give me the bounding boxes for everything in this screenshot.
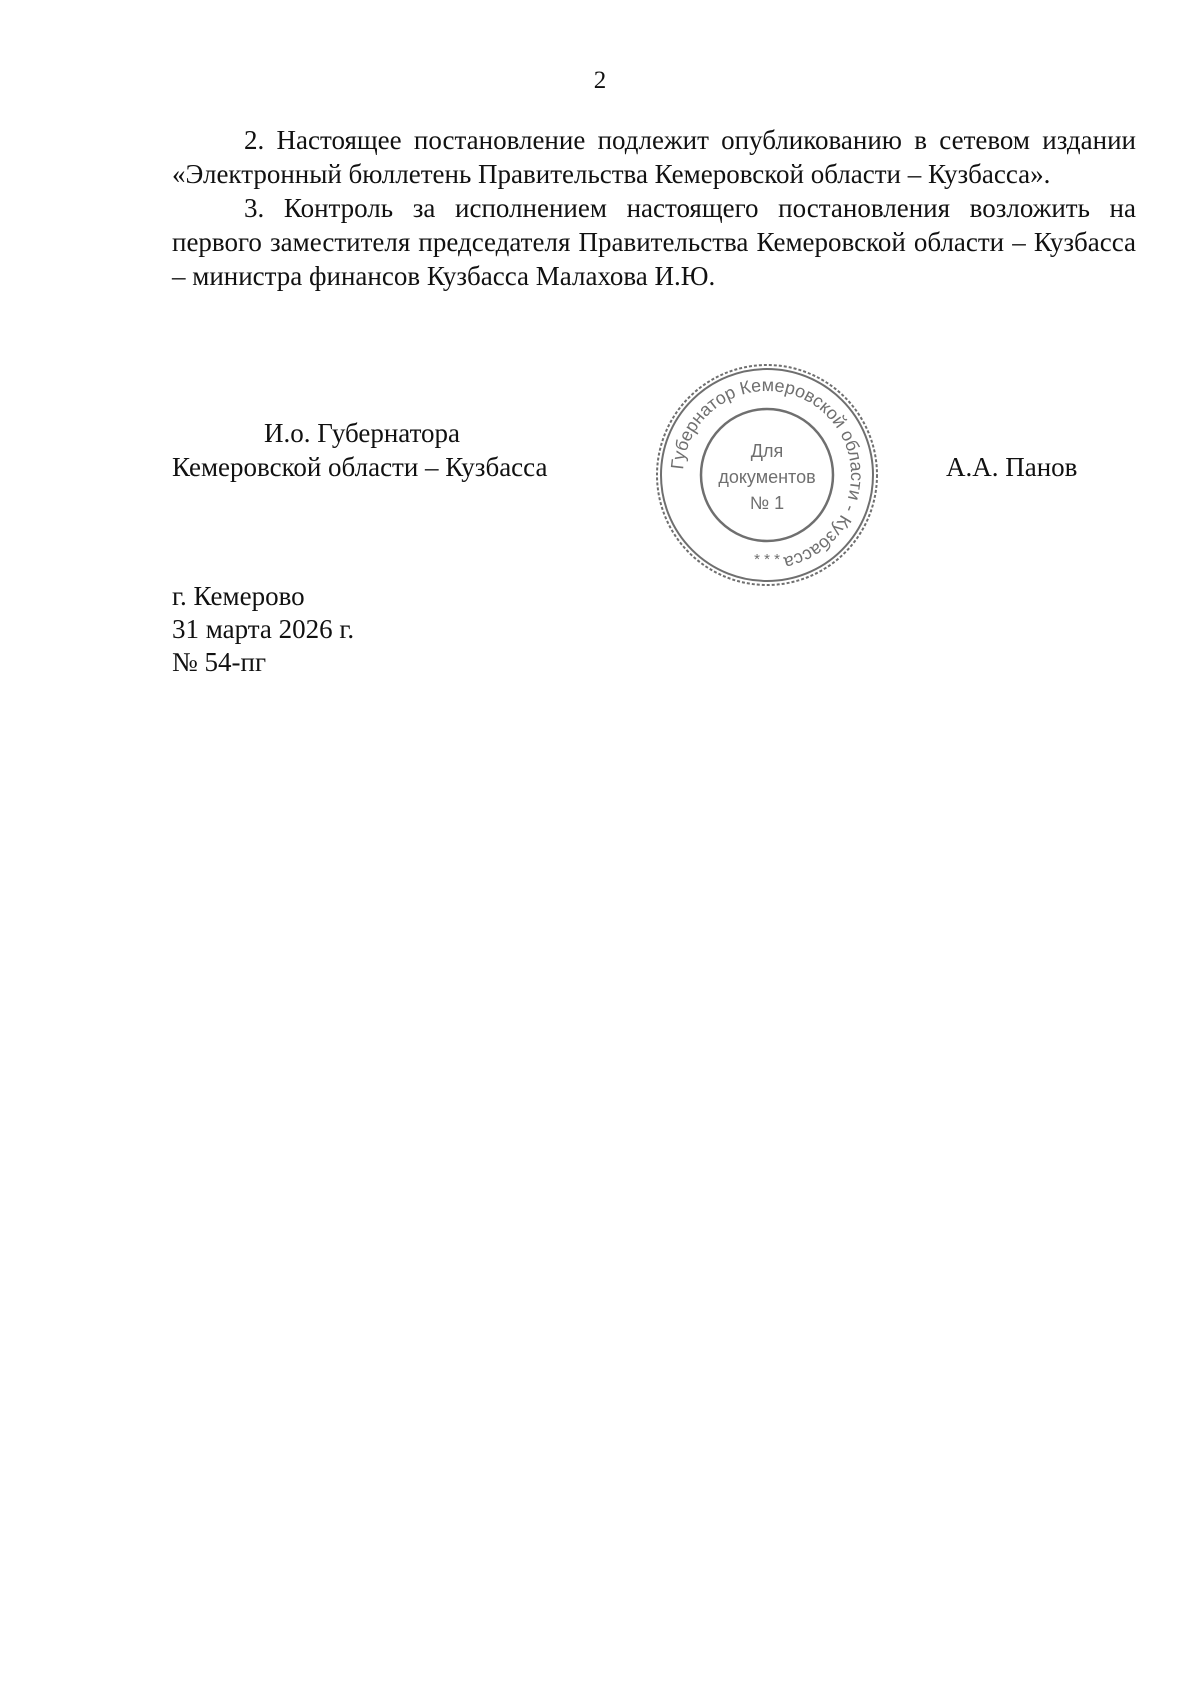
signatory-title-line-1: И.о. Губернатора <box>264 418 461 448</box>
document-footer <box>172 580 354 679</box>
document-body <box>172 123 1136 293</box>
paragraph-control: 3. Контроль за исполнением настоящего постановления возложить на первого заместителя председателя Правительства Кемеровской области – Кузбасса – министра финансов Кузбасса Малахова И.Ю. <box>172 193 1136 291</box>
official-seal <box>654 362 880 588</box>
seal-center-line-1: Для <box>750 441 784 461</box>
seal-center-line-3: № 1 <box>749 493 785 513</box>
document-city: г. Кемерово <box>172 581 305 611</box>
seal-center-line-2: документов <box>718 467 816 487</box>
signatory-title-line-2: Кемеровской области – Кузбасса <box>172 452 548 482</box>
seal-ring-text: Губернатор Кемеровской области - Кузбасса <box>667 374 868 574</box>
page-number: 2 <box>593 67 607 94</box>
seal-stars: * * * <box>754 551 780 568</box>
signatory-title <box>172 416 547 484</box>
document-number: № 54-пг <box>172 647 267 677</box>
seal-graphic <box>654 362 880 588</box>
document-date: 31 марта 2026 г. <box>172 614 355 644</box>
signatory-name: А.А. Панов <box>946 452 1078 482</box>
paragraph-publication: 2. Настоящее постановление подлежит опубликованию в сетевом издании «Электронный бюллетень Правительства Кемеровской области – Кузбасса». <box>172 125 1136 189</box>
